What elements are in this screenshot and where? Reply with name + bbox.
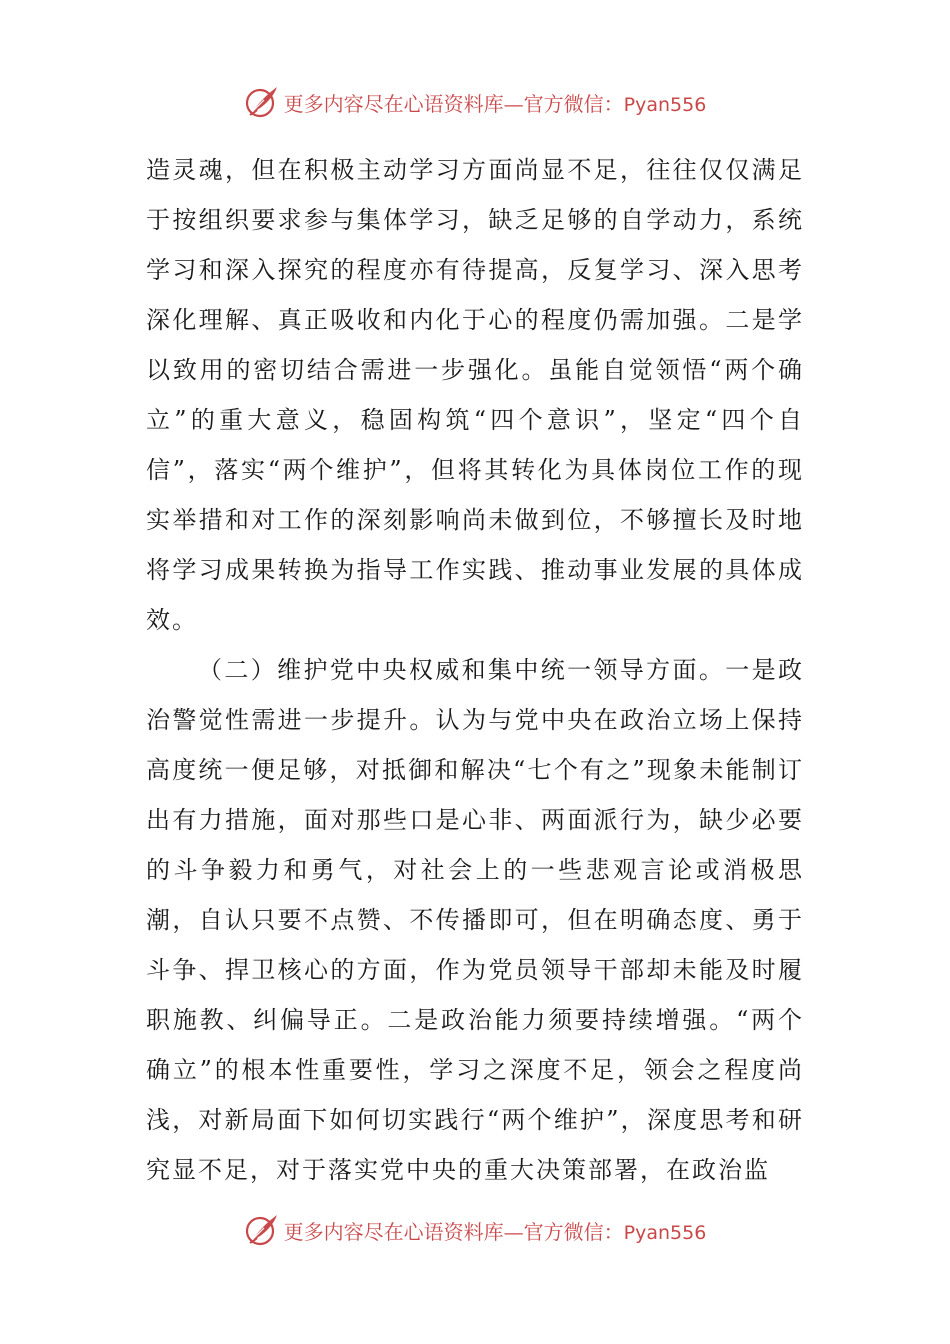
paragraph-continued: 造灵魂，但在积极主动学习方面尚显不足，往往仅仅满足于按组织要求参与集体学习，缺乏足够的自学动力，系统学习和深入探究的程度亦有待提高，反复学习、深入思考深化理解、真正吸收和内化于心的程度仍需加强。二是学以致用的密切结合需进一步强化。虽能自觉领悟“两个确立”的重大意义，稳固构筑“四个意识”，坚定“四个自信”，落实“两个维护”，但将其转化为具体岗位工作的现实举措和对工作的深刻影响尚未做到位，不够擅长及时地将学习成果转换为指导工作实践、推动事业发展的具体成效。 [146,156,804,634]
footer-watermark [0,1210,950,1250]
quill-pen-icon [244,1212,280,1248]
header-watermark [0,82,950,122]
watermark-text: 更多内容尽在心语资料库—官方微信：Pyan556 [283,91,707,116]
watermark-text: 更多内容尽在心语资料库—官方微信：Pyan556 [283,1219,707,1244]
quill-pen-icon [244,84,280,120]
watermark-brand: Pyan556 [623,93,707,116]
paragraph-section-two: （二）维护党中央权威和集中统一领导方面。一是政治警觉性需进一步提升。认为与党中央在政治立场上保持高度统一便足够，对抵御和解决“七个有之”现象未能制订出有力措施，面对那些口是心非、两面派行为，缺少必要的斗争毅力和勇气，对社会上的一些悲观言论或消极思潮，自认只要不点赞、不传播即可，但在明确态度、勇于斗争、捍卫核心的方面，作为党员领导干部却未能及时履职施教、纠偏导正。二是政治能力须要持续增强。“两个确立”的根本性重要性，学习之深度不足，领会之程度尚浅，对新局面下如何切实践行“两个维护”，深度思考和研究显不足，对于落实党中央的重大决策部署，在政治监 [146,656,804,1184]
document-body [146,145,804,1195]
watermark-brand: Pyan556 [623,1221,707,1244]
